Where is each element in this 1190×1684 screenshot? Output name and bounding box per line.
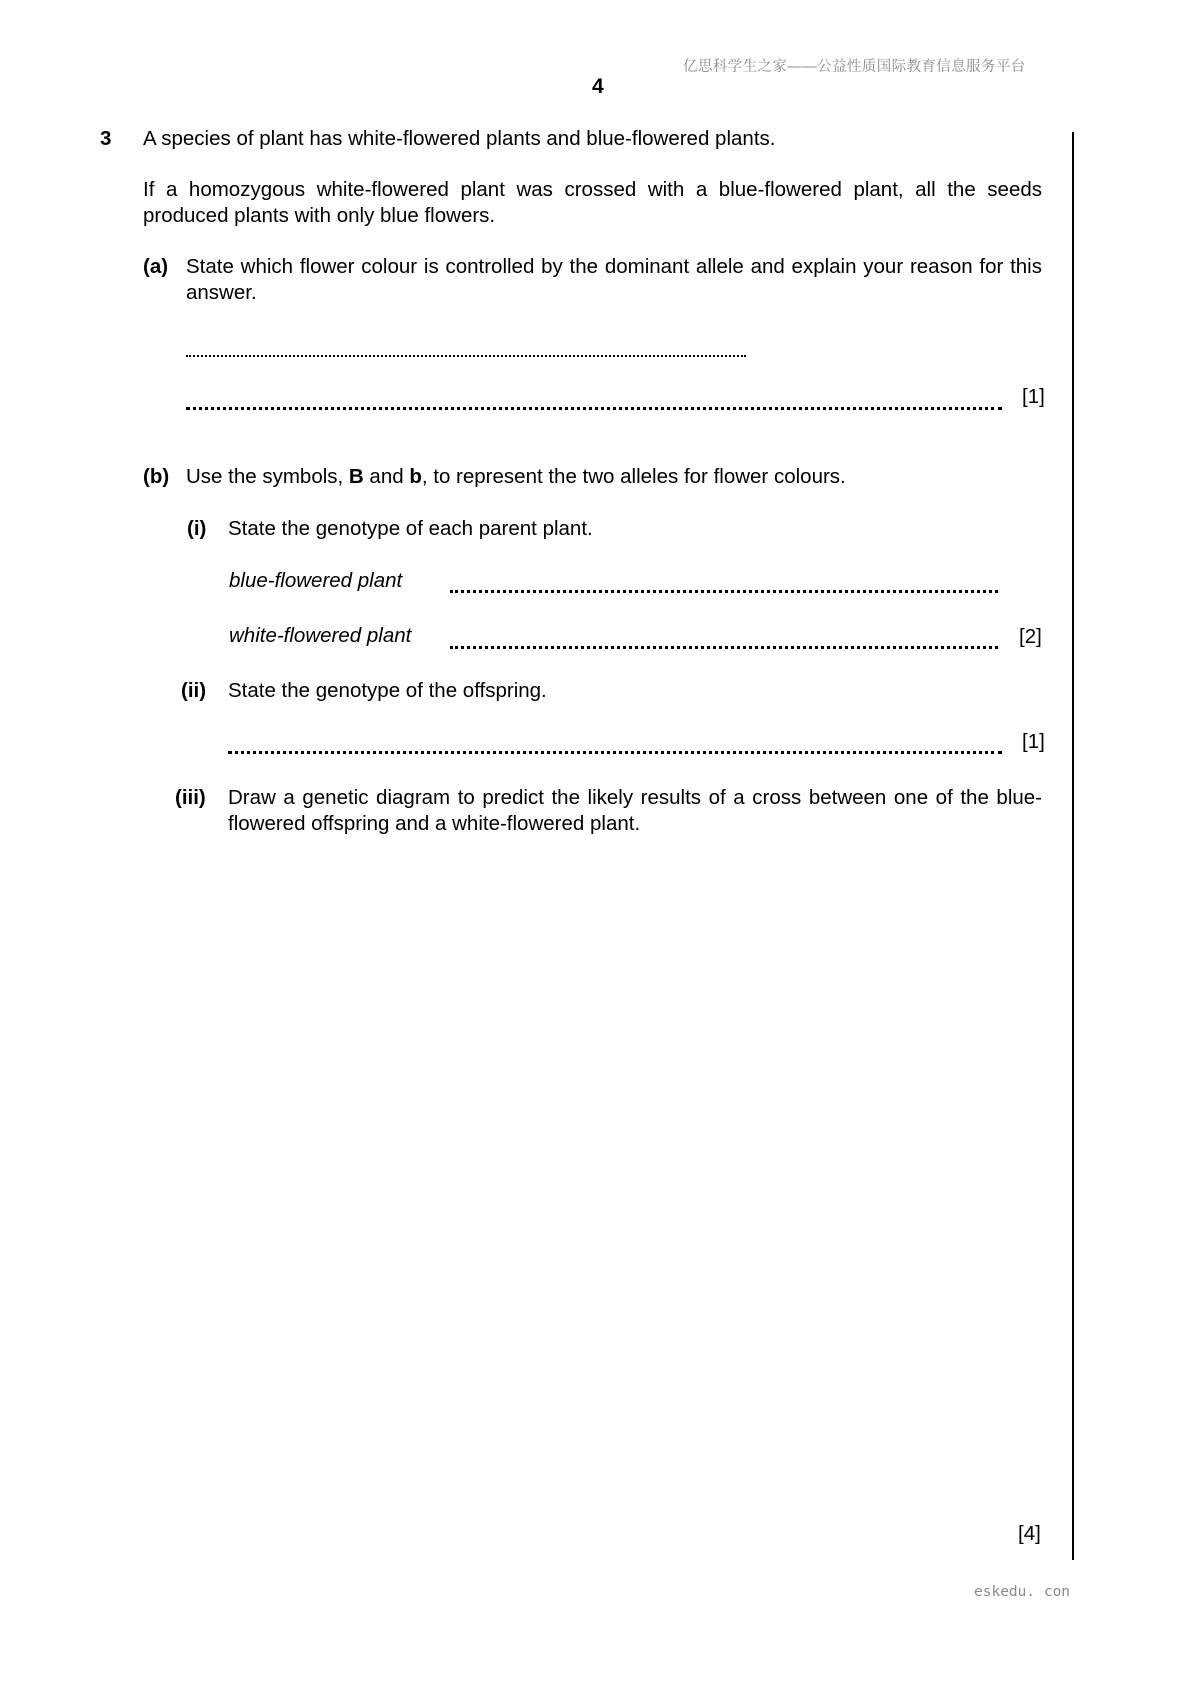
part-a-text: State which flower colour is controlled by the dominant allele and explain your reason for this answer.	[186, 255, 1042, 304]
part-a-marks: [1]	[1022, 385, 1045, 408]
part-b-i-label: (i)	[187, 517, 207, 540]
part-b-ii-label: (ii)	[181, 679, 207, 702]
part-b-ii-text: State the genotype of the offspring.	[228, 679, 547, 702]
genetic-diagram-area[interactable]	[228, 850, 1042, 1510]
symbol-recessive: b	[409, 465, 422, 488]
header-watermark: 亿思科学生之家——公益性质国际教育信息服务平台	[683, 59, 1026, 75]
question-number: 3	[100, 127, 112, 150]
page-number: 4	[592, 75, 604, 98]
blue-flowered-label: blue-flowered plant	[229, 569, 403, 592]
part-b-iii-text: Draw a genetic diagram to predict the likely results of a cross between one of the blue-flowered offspring and a white-flowered plant.	[228, 786, 1042, 835]
answer-line-a1[interactable]	[186, 355, 746, 357]
answer-line-a2[interactable]	[186, 407, 1002, 410]
part-b-iii-label: (iii)	[175, 786, 206, 809]
part-b-i-marks: [2]	[1019, 625, 1042, 648]
answer-line-blue-genotype[interactable]	[450, 590, 998, 593]
part-b-i-text: State the genotype of each parent plant.	[228, 517, 593, 540]
footer-watermark: eskedu. con	[974, 1584, 1071, 1600]
part-b-ii-marks: [1]	[1022, 730, 1045, 753]
margin-rule	[1072, 132, 1074, 1560]
answer-line-white-genotype[interactable]	[450, 646, 998, 649]
part-b-text: Use the symbols, B and b, to represent the two alleles for flower colours.	[186, 465, 846, 488]
symbol-dominant: B	[348, 465, 364, 488]
part-b-label: (b)	[143, 465, 170, 488]
answer-line-offspring-genotype[interactable]	[228, 751, 1002, 754]
white-flowered-label: white-flowered plant	[229, 624, 412, 647]
question-context: If a homozygous white-flowered plant was crossed with a blue-flowered plant, all the seeds produced plants with only blue flowers.	[143, 178, 1042, 227]
part-b-iii-marks: [4]	[1018, 1522, 1041, 1545]
question-intro: A species of plant has white-flowered plants and blue-flowered plants.	[143, 127, 776, 150]
part-a-label: (a)	[143, 255, 169, 278]
